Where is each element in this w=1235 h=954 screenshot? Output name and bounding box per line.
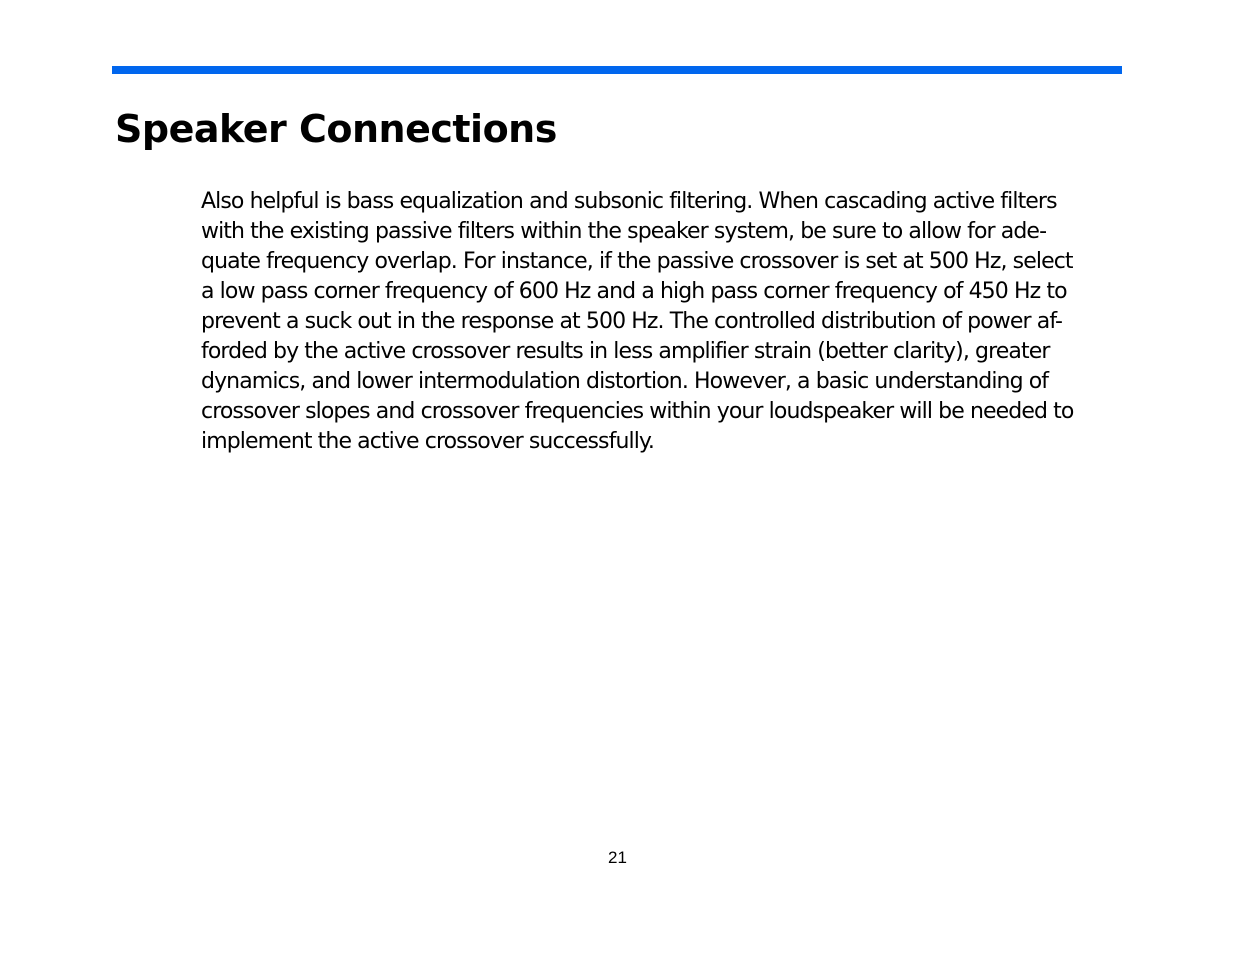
body-line: quate frequency overlap. For instance, if the passive crossover is set at 500 Hz, select: [201, 249, 1073, 274]
body-line: a low pass corner frequency of 600 Hz and a high pass corner frequency of 450 Hz to: [201, 279, 1067, 304]
body-line: dynamics, and lower intermodulation distortion. However, a basic understanding of: [201, 369, 1049, 394]
page-title: Speaker Connections: [115, 107, 557, 151]
body-line: crossover slopes and crossover frequencies within your loudspeaker will be needed to: [201, 399, 1074, 424]
body-line: prevent a suck out in the response at 500 Hz. The controlled distribution of power af-: [201, 309, 1063, 334]
body-line: implement the active crossover successfully.: [201, 429, 654, 454]
body-line: Also helpful is bass equalization and subsonic filtering. When cascading active filters: [201, 189, 1057, 214]
header-divider: [112, 66, 1122, 74]
body-line: forded by the active crossover results in less amplifier strain (better clarity), greater: [201, 339, 1050, 364]
body-line: with the existing passive filters within the speaker system, be sure to allow for ade-: [201, 219, 1047, 244]
page-number: 21: [608, 848, 627, 867]
body-paragraph: [201, 187, 1161, 457]
